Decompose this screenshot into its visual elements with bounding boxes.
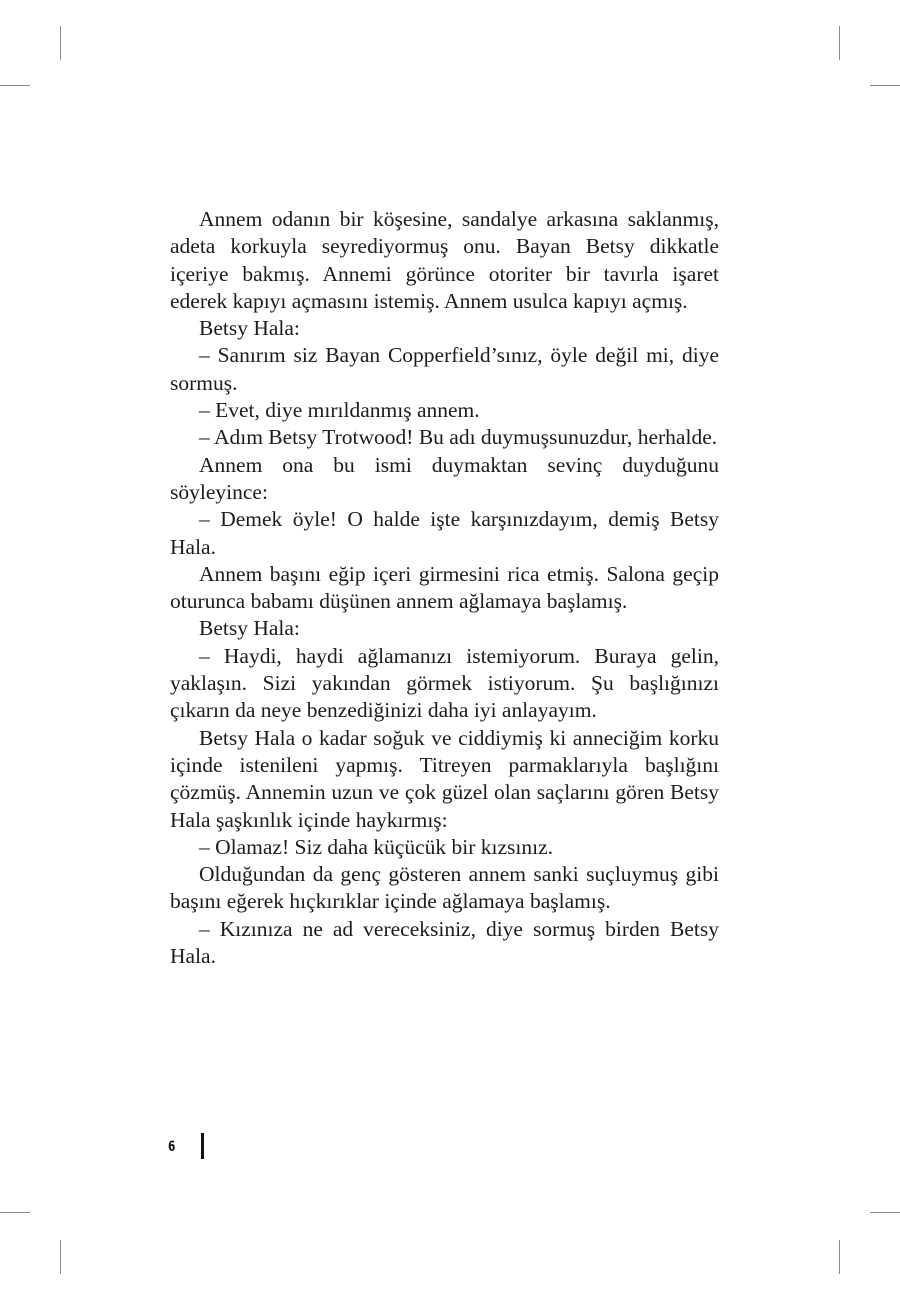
paragraph: Betsy Hala: <box>199 316 300 341</box>
paragraph: – Demek öyle! O halde işte karşınızdayım, demiş Betsy Hala. <box>170 507 719 559</box>
crop-mark-right-upper <box>870 85 900 86</box>
crop-mark-top-left <box>60 26 61 60</box>
paragraph: – Haydi, haydi ağlamanızı istemiyorum. Buraya gelin, yaklaşın. Sizi yakından görmek istiyorum. Şu başlığınızı çıkarın da neye benzediğinizi daha iyi anlayayım. <box>170 643 719 723</box>
crop-mark-right-lower <box>870 1212 900 1213</box>
crop-mark-bottom-left <box>60 1240 61 1274</box>
paragraph: – Sanırım siz Bayan Copperfield’sınız, öyle değil mi, diye sormuş. <box>170 343 719 395</box>
paragraph: Olduğundan da genç gösteren annem sanki suçluymuş gibi başını eğerek hıçkırıklar içinde ağlamaya başlamış. <box>170 862 719 914</box>
paragraph: – Evet, diye mırıldanmış annem. <box>199 398 480 423</box>
paragraph: Annem başını eğip içeri girmesini rica etmiş. Salona geçip oturunca babamı düşünen annem ağlamaya başlamış. <box>170 561 719 614</box>
paragraph: Annem ona bu ismi duymaktan sevinç duyduğunu söyleyince: <box>170 452 719 504</box>
crop-mark-left-lower <box>0 1212 30 1213</box>
paragraph: – Olamaz! Siz daha küçücük bir kızsınız. <box>199 834 554 859</box>
body-text <box>170 206 719 970</box>
crop-mark-top-right <box>839 26 840 60</box>
crop-mark-bottom-right <box>839 1240 840 1274</box>
paragraph: – Kızınıza ne ad vereceksiniz, diye sormuş birden Betsy Hala. <box>170 916 719 969</box>
page-number: 6 <box>168 1139 176 1155</box>
page-number-rule <box>201 1133 204 1159</box>
paragraph: Betsy Hala o kadar soğuk ve ciddiymiş ki anneciğim korku içinde istenileni yapmış. Titreyen parmaklarıyla başlığını çözmüş. Annemin uzun ve çok güzel olan saçlarını gören Betsy Hala şaşkınlık içinde haykırmış: <box>170 725 719 832</box>
crop-mark-left-upper <box>0 85 30 86</box>
paragraph: Annem odanın bir köşesine, sandalye arkasına saklanmış, adeta korkuyla seyrediyormuş onu. Bayan Betsy dikkatle içeriye bakmış. Annemi görünce otoriter bir tavırla işaret ederek kapıyı açmasını istemiş. Annem usulca kapıyı açmış. <box>170 207 719 313</box>
paragraph: – Adım Betsy Trotwood! Bu adı duymuşsunuzdur, herhalde. <box>199 425 718 450</box>
paragraph: Betsy Hala: <box>199 616 300 641</box>
